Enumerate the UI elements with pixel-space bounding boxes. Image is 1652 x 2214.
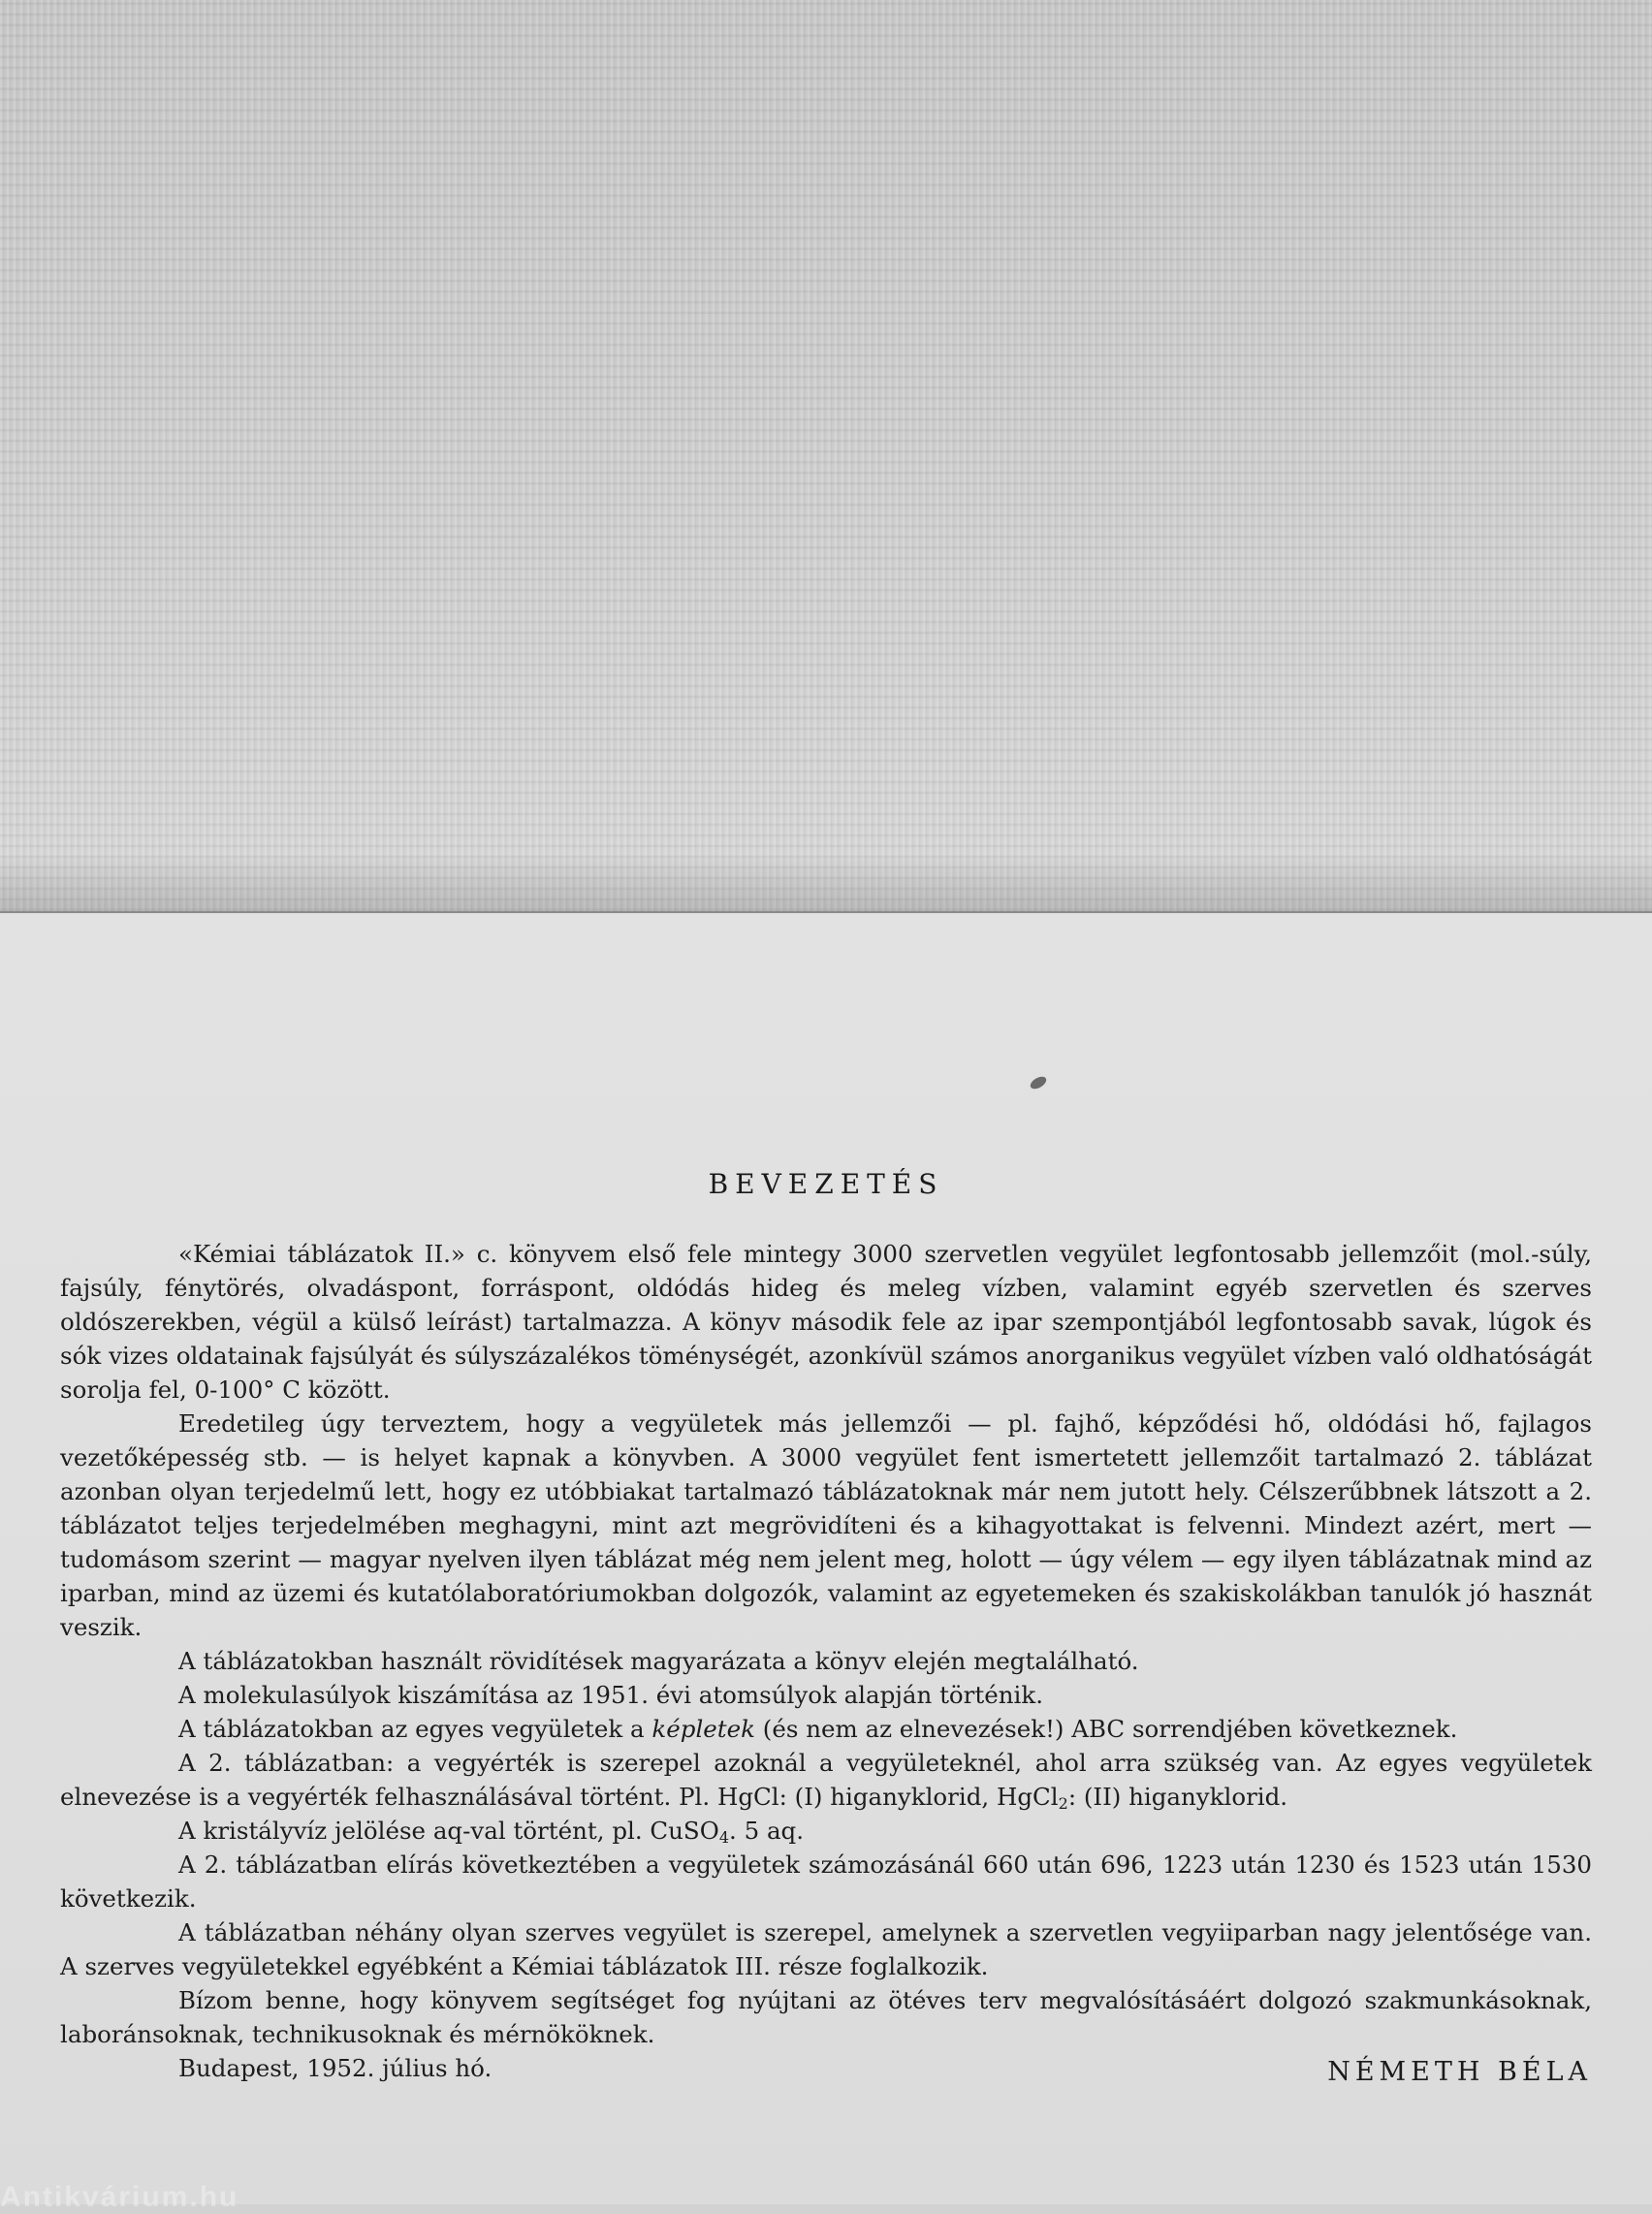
- paragraph: A táblázatban néhány olyan szerves vegyület is szerepel, amelynek a szervetlen vegyiiparban nagy jelentősége van. A szerves vegyületekkel egyébként a Kémiai táblázatok III. része foglalkozik.: [60, 1918, 1592, 1980]
- page-title: BEVEZETÉS: [708, 1168, 944, 1200]
- author-signature: NÉMETH BÉLA: [1327, 2057, 1592, 2087]
- subscript: 4: [718, 1828, 729, 1847]
- watermark: Antikvárium.hu: [0, 2181, 239, 2213]
- italic-text: képletek: [651, 1715, 755, 1743]
- subscript: 2: [1058, 1794, 1068, 1813]
- paragraph-text: A 2. táblázatban: a vegyérték is szerepel azoknál a vegyületeknél, ahol arra szükség van. Az egyes vegyületek elnevezése is a vegyérték felhasználásával történt. Pl. HgCl: (I) higanyklorid, HgCl: [60, 1749, 1592, 1811]
- paragraph-text: A táblázatokban az egyes vegyületek a: [178, 1715, 652, 1743]
- paragraph: A 2. táblázatban elírás következtében a vegyületek számozásánál 660 után 696, 1223 után 1230 és 1523 után 1530 következik.: [60, 1850, 1592, 1913]
- paragraph: [60, 1746, 1592, 1814]
- paragraph: A táblázatokban használt rövidítések magyarázata a könyv elején megtalálható.: [178, 1647, 1139, 1675]
- date-line: Budapest, 1952. július hó.: [178, 2054, 492, 2082]
- paragraph: [60, 1712, 1592, 1746]
- paragraph-text: . 5 aq.: [729, 1817, 805, 1845]
- paragraph: Bízom benne, hogy könyvem segítséget fog nyújtani az ötéves terv megvalósításáért dolgozó szakmunkásoknak, laboránsoknak, technikusoknak és mérnököknek.: [60, 1986, 1592, 2048]
- paragraph: Eredetileg úgy terveztem, hogy a vegyületek más jellemzői — pl. fajhő, képződési hő, oldódási hő, fajlagos vezetőképesség stb. — is helyet kapnak a könyvben. A 3000 vegyület fent ismertetett jellemzőit tartalmazó 2. táblázat azonban olyan terjedelmű lett, hogy ez utóbbiakat tartalmazó táblázatoknak már nem jutott hely. Célszerűbbnek látszott a 2. táblázatot teljes terjedelmében meghagyni, mint azt megrövidíteni és a kihagyottakat is felvenni. Mindezt azért, mert — tudomásom szerint — magyar nyelven ilyen táblázat még nem jelent meg, holott — úgy vélem — egy ilyen táblázatnak mind az iparban, mind az üzemi és kutatólaboratóriumokban dolgozók, valamint az egyetemeken és szakiskolákban tanulók jó hasznát veszik.: [60, 1409, 1592, 1641]
- paragraph-text: : (II) higanyklorid.: [1067, 1783, 1288, 1811]
- paragraph: «Kémiai táblázatok II.» c. könyvem első fele mintegy 3000 szervetlen vegyület legfontosabb jellemzőit (mol.-súly, fajsúly, fénytörés, olvadáspont, forráspont, oldódás hideg és meleg vízben, valamint egyéb szervetlen és szerves oldószerekben, végül a külső leírást) tartalmazza. A könyv második fele az ipar szempontjából legfontosabb savak, lúgok és sók vizes oldatainak fajsúlyát és súlyszázalékos töménységét, azonkívül számos anorganikus vegyület vízben való oldhatóságát sorolja fel, 0-100° C között.: [60, 1240, 1592, 1404]
- paragraph-text: (és nem az elnevezések!) ABC sorrendjében következnek.: [754, 1715, 1458, 1743]
- endpaper: [0, 0, 1652, 911]
- paragraph: [60, 1814, 1592, 1848]
- body-text: [60, 1237, 1592, 2085]
- paragraph-text: A kristályvíz jelölése aq-val történt, pl. CuSO: [178, 1817, 719, 1845]
- paragraph: A molekulasúlyok kiszámítása az 1951. évi atomsúlyok alapján történik.: [178, 1681, 1043, 1709]
